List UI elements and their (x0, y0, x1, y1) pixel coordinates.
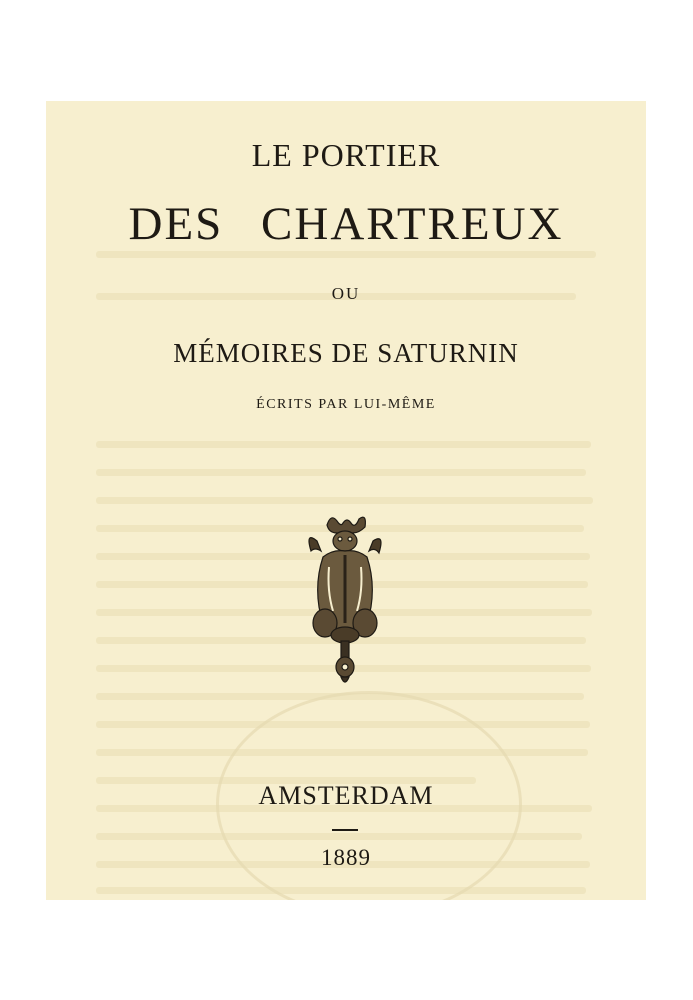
grotesque-figure-vignette-icon (297, 511, 393, 687)
show-through-line (96, 441, 591, 448)
conjunction-ou: OU (331, 284, 361, 303)
show-through-line (96, 251, 596, 258)
show-through-line (96, 497, 593, 504)
imprint-place: AMSTERDAM (258, 781, 434, 810)
title-page (46, 101, 646, 900)
author-note: ÉCRITS PAR LUI-MÊME (256, 397, 436, 412)
show-through-line (96, 469, 586, 476)
imprint-divider (332, 829, 358, 831)
imprint-year: 1889 (321, 845, 371, 870)
title-line-le-portier: LE PORTIER (251, 137, 441, 173)
subtitle: MÉMOIRES DE SATURNIN (173, 338, 519, 368)
main-title: DES CHARTREUX (128, 198, 564, 250)
